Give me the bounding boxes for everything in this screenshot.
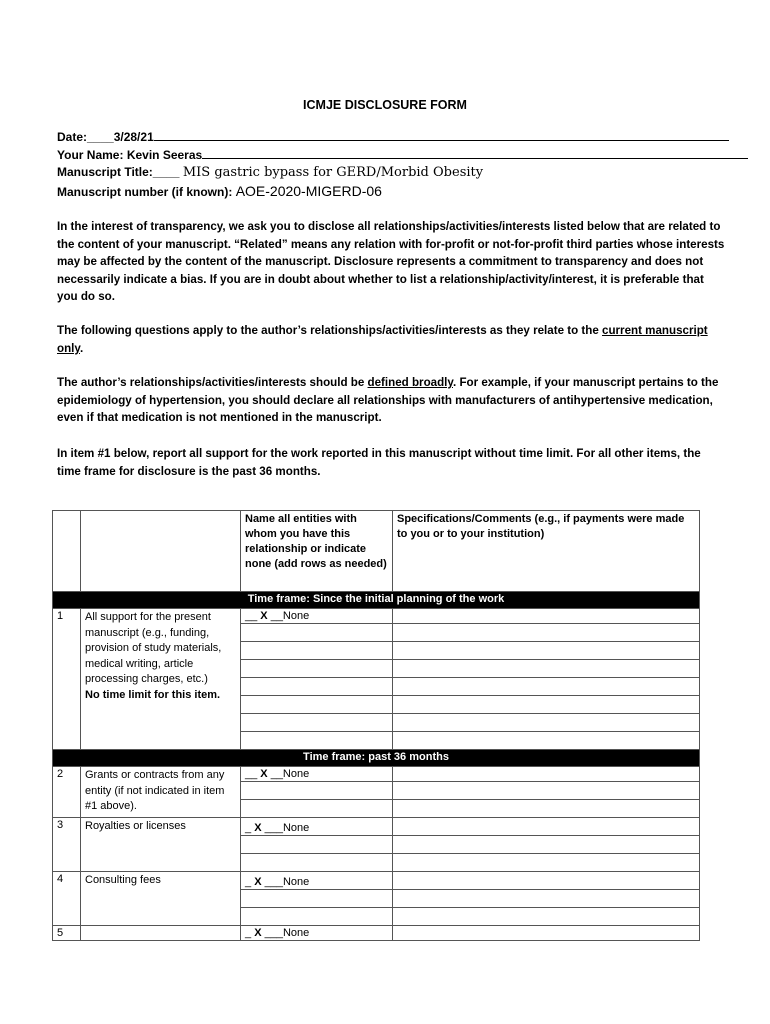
specs-cell[interactable] bbox=[393, 872, 700, 890]
name-row bbox=[57, 148, 748, 162]
item-note: No time limit for this item. bbox=[85, 688, 221, 701]
broad-paragraph bbox=[57, 374, 727, 427]
name-value[interactable]: Kevin Seeras bbox=[126, 148, 203, 162]
entity-cell[interactable] bbox=[241, 732, 393, 750]
item-number: 1 bbox=[53, 609, 81, 750]
broad-rest: . For example, if your manuscript pertains to the epidemiology of hypertension, you should declare all relationships with manufacturers of antihypertensive medication, even if that medication is not mentioned in the manuscript. bbox=[57, 376, 719, 425]
specs-column-header: Specifications/Comments (e.g., if payments were made to you or to your institution) bbox=[393, 511, 700, 592]
none-checkbox-field[interactable]: __ X __None bbox=[241, 609, 393, 624]
manuscript-title-row bbox=[57, 165, 483, 180]
none-checkbox-field[interactable]: __ X __None bbox=[241, 767, 393, 782]
entity-cell[interactable] bbox=[241, 836, 393, 854]
date-row bbox=[57, 130, 729, 144]
timeframe-band-1-label: Time frame: Since the initial planning of the work bbox=[53, 592, 700, 609]
table-row bbox=[53, 872, 700, 890]
disclosure-table bbox=[52, 510, 700, 941]
specs-cell[interactable] bbox=[393, 624, 700, 642]
table-row bbox=[53, 767, 700, 782]
entity-cell[interactable] bbox=[241, 782, 393, 800]
specs-cell[interactable] bbox=[393, 836, 700, 854]
broad-text: The author’s relationships/activities/interests should be bbox=[57, 376, 368, 389]
item-description bbox=[81, 926, 241, 941]
intro-paragraph: In the interest of transparency, we ask you to disclose all relationships/activities/interests listed below that are related to the content of your manuscript. “Related” means any relation with for-profit or not-for-profit third parties whose interests may be affected by the content of the manuscript. Disclosure represents a commitment to transparency and does not necessarily indicate a bias. If you are in doubt about whether to list a relationship/activity/interest, it is preferable that you do so. bbox=[57, 220, 725, 304]
scope-emphasis: current manuscript only bbox=[57, 324, 708, 355]
specs-cell[interactable] bbox=[393, 696, 700, 714]
scope-text: The following questions apply to the author’s relationships/activities/interests as they relate to the bbox=[57, 324, 603, 337]
specs-cell[interactable] bbox=[393, 714, 700, 732]
entity-cell[interactable] bbox=[241, 908, 393, 926]
item-number: 5 bbox=[53, 926, 81, 941]
specs-cell[interactable] bbox=[393, 854, 700, 872]
item-description: Royalties or licenses bbox=[81, 818, 241, 872]
timeframe-band-1 bbox=[53, 592, 700, 609]
specs-cell[interactable] bbox=[393, 660, 700, 678]
entity-cell[interactable] bbox=[241, 890, 393, 908]
entity-cell[interactable] bbox=[241, 854, 393, 872]
entities-column-header: Name all entities with whom you have this relationship or indicate none (add rows as needed) bbox=[241, 511, 393, 592]
none-checkbox-field[interactable]: _ X ___None bbox=[241, 818, 393, 836]
date-value[interactable]: 3/28/21 bbox=[113, 130, 154, 144]
entity-cell[interactable] bbox=[241, 800, 393, 818]
broad-emphasis: defined broadly bbox=[367, 376, 453, 389]
specs-cell[interactable] bbox=[393, 800, 700, 818]
entity-cell[interactable] bbox=[241, 642, 393, 660]
specs-cell[interactable] bbox=[393, 926, 700, 941]
specs-cell[interactable] bbox=[393, 732, 700, 750]
specs-cell[interactable] bbox=[393, 767, 700, 782]
date-label: Date:____ bbox=[57, 130, 114, 144]
specs-cell[interactable] bbox=[393, 609, 700, 624]
manuscript-number-value[interactable]: AOE-2020-MIGERD-06 bbox=[235, 183, 382, 199]
manuscript-title-value[interactable]: MIS gastric bypass for GERD/Morbid Obesity bbox=[182, 165, 484, 180]
none-checkbox-field[interactable]: _ X ___None bbox=[241, 872, 393, 890]
item-description: Consulting fees bbox=[81, 872, 241, 926]
manuscript-number-label: Manuscript number (if known): bbox=[57, 185, 233, 199]
entity-cell[interactable] bbox=[241, 678, 393, 696]
table-row bbox=[53, 818, 700, 836]
form-title: ICMJE DISCLOSURE FORM bbox=[303, 98, 467, 112]
timeframe-band-2 bbox=[53, 750, 700, 767]
timeframe-band-2-label: Time frame: past 36 months bbox=[53, 750, 700, 767]
name-label: Your Name: bbox=[57, 148, 124, 162]
item-number: 3 bbox=[53, 818, 81, 872]
timeframe-paragraph: In item #1 below, report all support for the work reported in this manuscript without time limit. For all other items, the time frame for disclosure is the past 36 months. bbox=[57, 447, 701, 478]
entity-cell[interactable] bbox=[241, 624, 393, 642]
specs-cell[interactable] bbox=[393, 908, 700, 926]
specs-cell[interactable] bbox=[393, 782, 700, 800]
entity-cell[interactable] bbox=[241, 660, 393, 678]
manuscript-title-label: Manuscript Title:____ bbox=[57, 165, 180, 179]
specs-cell[interactable] bbox=[393, 890, 700, 908]
item-description: Grants or contracts from any entity (if not indicated in item #1 above). bbox=[81, 767, 241, 818]
item-number: 2 bbox=[53, 767, 81, 818]
table-row bbox=[53, 609, 700, 624]
table-row bbox=[53, 926, 700, 941]
specs-cell[interactable] bbox=[393, 678, 700, 696]
specs-cell[interactable] bbox=[393, 818, 700, 836]
entity-cell[interactable] bbox=[241, 696, 393, 714]
name-underline bbox=[202, 148, 748, 159]
manuscript-number-row bbox=[57, 183, 382, 199]
table-header-row bbox=[53, 511, 700, 592]
scope-end: . bbox=[79, 341, 84, 355]
specs-cell[interactable] bbox=[393, 642, 700, 660]
scope-paragraph bbox=[57, 322, 727, 357]
none-checkbox-field[interactable]: _ X ___None bbox=[241, 926, 393, 941]
entity-cell[interactable] bbox=[241, 714, 393, 732]
item-description: All support for the present manuscript (e.g., funding, provision of study materials, medical writing, article processing charges, etc.) No time limit for this item. bbox=[81, 609, 241, 750]
item-number: 4 bbox=[53, 872, 81, 926]
date-underline bbox=[154, 130, 729, 141]
